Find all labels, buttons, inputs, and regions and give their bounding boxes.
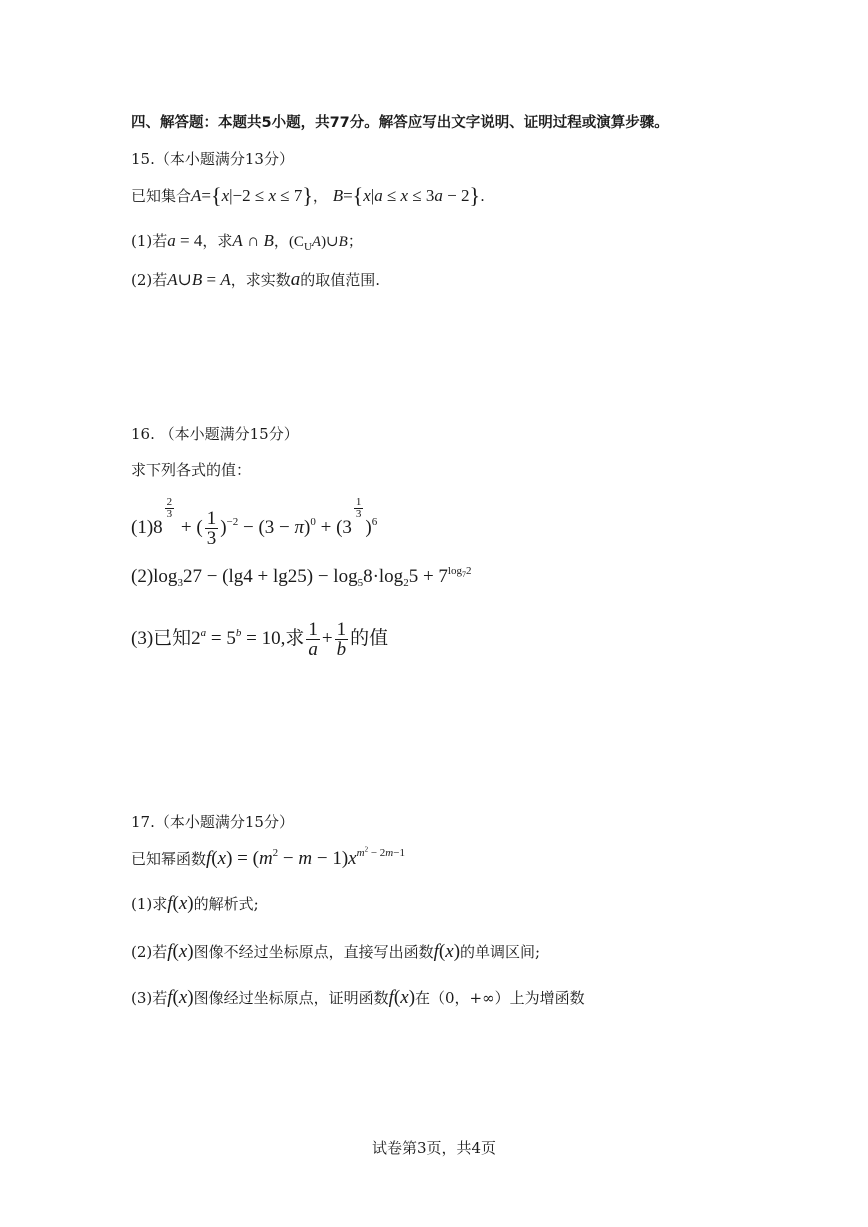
q15-part1: (1)若a = 4，求A ∩ B，$(C_UA)\cup B$；: [131, 231, 363, 253]
q15-set-a: A={x|−2 ≤ x ≤ 7}: [191, 183, 313, 208]
q16-heading: 16. （本小题满分15分）: [131, 425, 299, 443]
q15-heading: 15.（本小题满分13分）: [131, 150, 294, 168]
section-header: 四、解答题：本题共5小题，共77分。解答应写出文字说明、证明过程或演算步骤。: [131, 115, 669, 131]
q17-part2: (2)若f(x)图像不经过坐标原点，直接写出函数f(x)的单调区间;: [131, 941, 541, 962]
q16-part3: (3)已知$2^a = 5^b = 10$,求 $\frac{1}{a}$ + $\frac{1}{b}$ 的值: [131, 619, 389, 661]
q16-stem: 求下列各式的值：: [131, 461, 252, 479]
q15-stem-prefix: 已知集合: [131, 187, 192, 205]
q15-set-b: B={x|a ≤ x ≤ 3a − 2}: [332, 183, 481, 208]
q17-heading: 17.（本小题满分15分）: [131, 813, 294, 831]
q17-part3: (3)若f(x)图像经过坐标原点，证明函数f(x)在（0，+∞）上为增函数: [131, 987, 585, 1008]
q16-part1: (1)8 $\frac{2}{3}$ + ( $\frac{1}{3}$ )$^{-2} - (3 - \pi)^0 + (3$ $\frac{1}{3}$ )$^6$: [131, 496, 378, 550]
q15-part2-cond: A∪B = A: [167, 270, 231, 289]
q15-part1-cond: a = 4: [167, 231, 203, 250]
page-footer: 试卷第3页，共4页: [371, 1139, 497, 1157]
q15-part1-expr1: A ∩ B: [232, 231, 274, 250]
q15-part2: (2)若A∪B = A，求实数a的取值范围.: [131, 269, 381, 290]
q17-part1: (1)求f(x)的解析式;: [131, 893, 259, 914]
q16-part2: $(2)\log_327 - (\lg 4 + \lg 25) - \log_58\cdot\log_25 + 7^{log_72}$: [131, 565, 472, 589]
q15-stem: 已知集合A={x|−2 ≤ x ≤ 7}， B={x|a ≤ x ≤ 3a − 2}.: [131, 183, 485, 208]
q17-stem: 已知幂函数$f(x) = (m^2 - m - 1)x^{m^2 - 2m-1}$: [131, 845, 405, 869]
